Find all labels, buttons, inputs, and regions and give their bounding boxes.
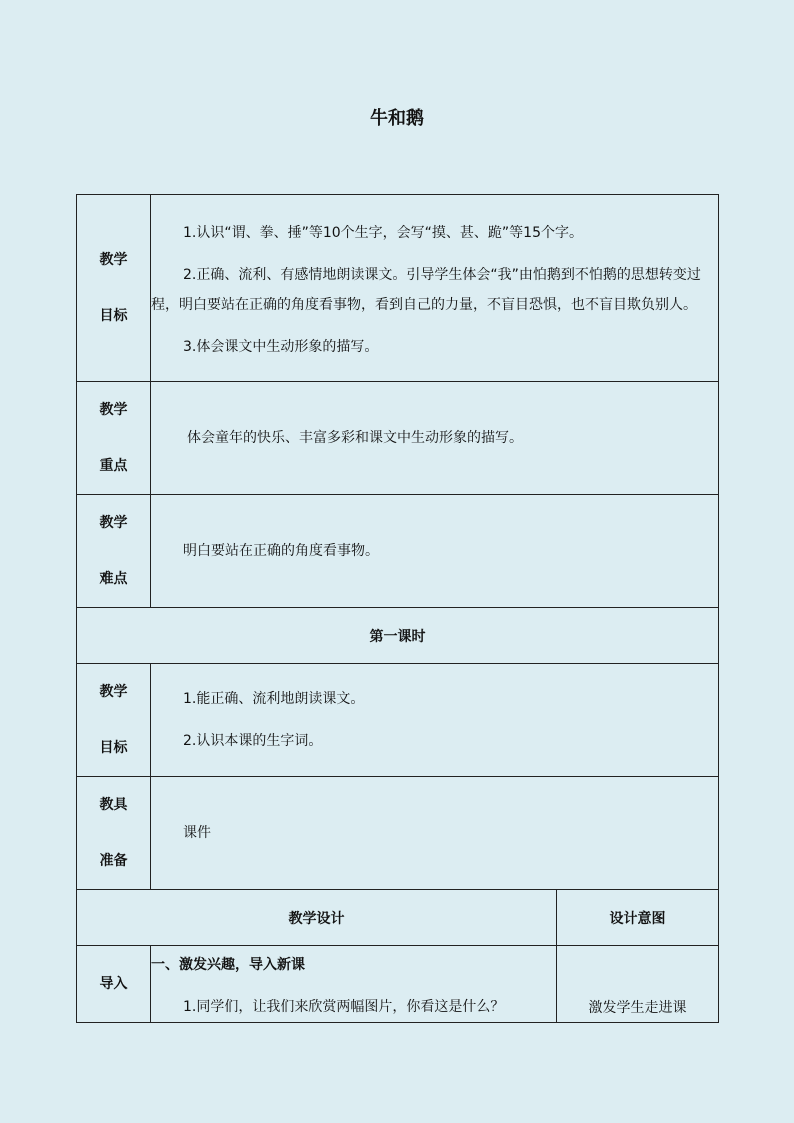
document-title: 牛和鹅 (370, 108, 424, 129)
difficulty-text: 明白要站在正确的角度看事物。 (183, 543, 379, 559)
intro-heading: 一、激发兴趣，导入新课 (151, 957, 305, 973)
intro-text: 1.同学们，让我们来欣赏两幅图片，你看这是什么？ (183, 999, 505, 1015)
lesson-plan-table (76, 194, 719, 1023)
lesson1-goal-item: 1.能正确、流利地朗读课文。 (183, 691, 365, 707)
goals-content (151, 195, 719, 382)
goals-label: 教学 目标 (77, 195, 151, 382)
key-text: 体会童年的快乐、丰富多彩和课文中生动形象的描写。 (187, 430, 523, 446)
difficulty-row (77, 495, 719, 608)
intro-label: 导入 (77, 946, 151, 1023)
design-header-row (77, 890, 719, 946)
goal-item: 2.正确、流利、有感情地朗读课文。引导学生体会“我”由怕鹅到不怕鹅的思想转变过程，明白要站在正确的角度看事物，看到自己的力量，不盲目恐惧，也不盲目欺负别人。 (151, 267, 701, 313)
lesson1-goal-item: 2.认识本课的生字词。 (183, 733, 323, 749)
lesson1-heading-row (77, 608, 719, 664)
goal-item: 3.体会课文中生动形象的描写。 (183, 339, 379, 355)
goals-row (77, 195, 719, 382)
intro-intent: 激发学生走进课 (588, 1000, 687, 1016)
tools-label: 教具 准备 (77, 777, 151, 890)
lesson1-heading: 第一课时 (77, 608, 719, 664)
tools-text: 课件 (183, 825, 211, 841)
key-row (77, 382, 719, 495)
intro-row (77, 946, 719, 1023)
tools-row (77, 777, 719, 890)
goal-item: 1.认识“谓、拳、捶”等10个生字，会写“摸、甚、跪”等15个字。 (183, 225, 583, 241)
key-label: 教学 重点 (77, 382, 151, 495)
lesson1-goals-row (77, 664, 719, 777)
difficulty-label: 教学 难点 (77, 495, 151, 608)
lesson1-goals-label: 教学 目标 (77, 664, 151, 777)
design-header: 教学设计 (77, 890, 557, 946)
intent-header: 设计意图 (557, 890, 719, 946)
